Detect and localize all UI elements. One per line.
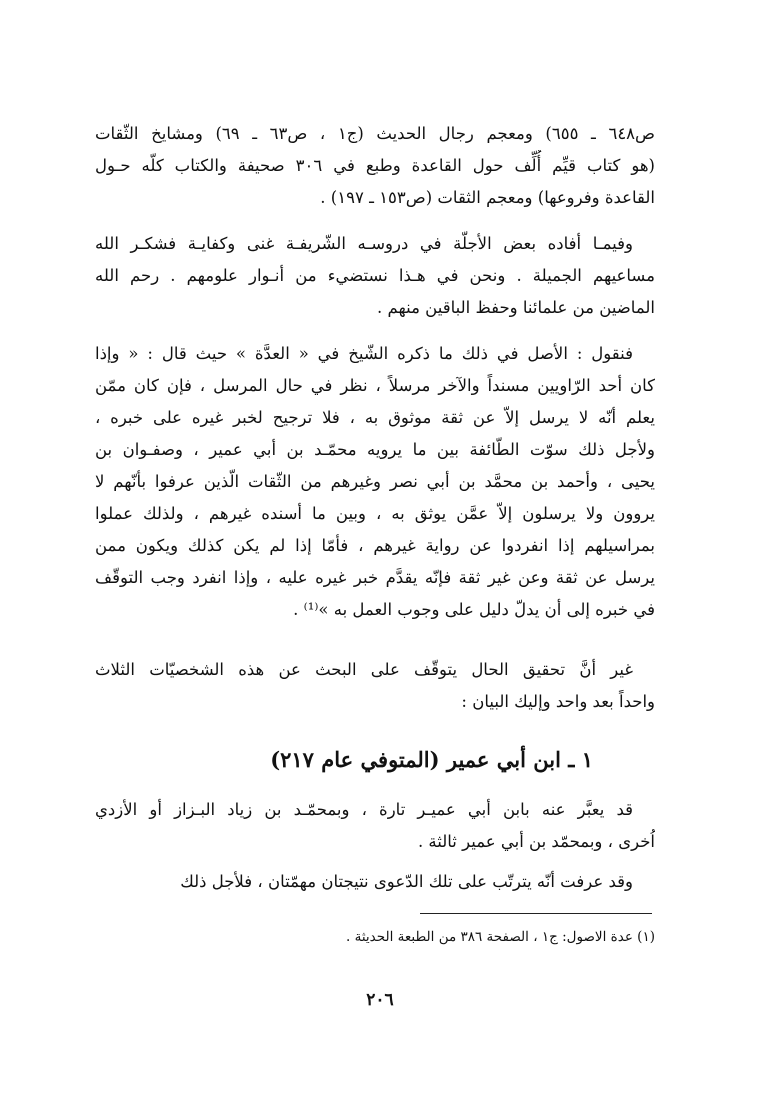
text-line: (هو كتاب قيِّم أُلِّف حول القاعدة وطبع في ٣٠٦ صحيفة والكتاب كلّه حـول <box>95 156 655 175</box>
paragraph-6 <box>95 866 655 898</box>
text-line: فنقول : الأصل في ذلك ما ذكره الشّيخ في « العدَّة » حيث قال : « وإذا <box>95 344 633 363</box>
section-heading-text: ١ ـ ابن أبي عمير (المتوفي عام ٢١٧) <box>270 747 593 772</box>
text-line: يروون ولا يرسلون إلاّ عمَّن يوثق به ، وبين ما أسنده غيرهم ، ولذلك عملوا <box>95 504 655 523</box>
section-heading <box>95 742 655 778</box>
footnote-divider <box>420 913 652 914</box>
text-line: في خبره إلى أن يدلّ دليل على وجوب العمل به »⁽¹⁾ . <box>293 600 655 619</box>
page-number: ٢٠٦ <box>366 990 394 1010</box>
footnote: (١) عدة الاصول: ج١ ، الصفحة ٣٨٦ من الطبعة الحديثة . <box>346 929 655 945</box>
paragraph-5 <box>95 794 655 858</box>
text-line: واحداً بعد واحد وإليك البيان : <box>461 692 655 711</box>
text-line: مساعيهم الجميلة . ونحن في هـذا نستضيء من أنـوار علومهم . رحم الله <box>95 266 655 285</box>
text-line: ص٦٤٨ ـ ٦٥٥) ومعجم رجال الحديث (ج١ ، ص٦٣ ـ ٦٩) ومشايخ الثّقات <box>95 124 655 143</box>
text-line: الماضين من علمائنا وحفظ الباقين منهم . <box>377 298 655 317</box>
text-line: ولأجل ذلك سوّت الطّائفة بين ما يرويه محمّـد بن أبي عمير ، وصفـوان بن <box>95 440 655 459</box>
text-line: قد يعبَّر عنه بابن أبي عميـر تارة ، وبمحمّـد بن زياد البـزاز أو الأزدي <box>95 800 633 819</box>
paragraph-1 <box>95 118 655 214</box>
text-line: وفيمـا أفاده بعض الأجلّة في دروسـه الشّريفـة غنى وكفايـة فشكـر الله <box>95 234 633 253</box>
text-line: يرسل عن ثقة وعن غير ثقة فإنّه يقدَّم خبر غيره عليه ، وإذا انفرد وجب التوقّف <box>95 568 655 587</box>
text-line: يحيى ، وأحمد بن محمَّد بن أبي نصر وغيرهم من الثّقات الّذين عرفوا بأنّهم لا <box>95 472 655 491</box>
text-line: كان أحد الرّاويين مسنداً والآخر مرسلاً ، نظر في حال المرسل ، فإن كان ممّن <box>95 376 655 395</box>
text-line: اُخرى ، وبمحمّد بن أبي عمير ثالثة . <box>417 832 655 851</box>
text-line: يعلم أنّه لا يرسل إلاّ عن ثقة موثوق به ، فلا ترجيح لخبر غيره على خبره ، <box>95 408 655 427</box>
text-line: بمراسيلهم إذا انفردوا عن رواية غيرهم ، فأمّا إذا لم يكن كذلك ويكون ممن <box>95 536 655 555</box>
text-line: القاعدة وفروعها) ومعجم الثقات (ص١٥٣ ـ ١٩٧) . <box>320 188 655 207</box>
paragraph-3 <box>95 338 655 626</box>
text-line: وقد عرفت أنّه يترتّب على تلك الدّعوى نتيجتان مهمّتان ، فلأجل ذلك <box>180 872 633 891</box>
text-line: غير أنَّ تحقيق الحال يتوقّف على البحث عن هذه الشخصيّات الثلاث <box>95 660 633 679</box>
paragraph-2 <box>95 228 655 324</box>
paragraph-4 <box>95 654 655 718</box>
